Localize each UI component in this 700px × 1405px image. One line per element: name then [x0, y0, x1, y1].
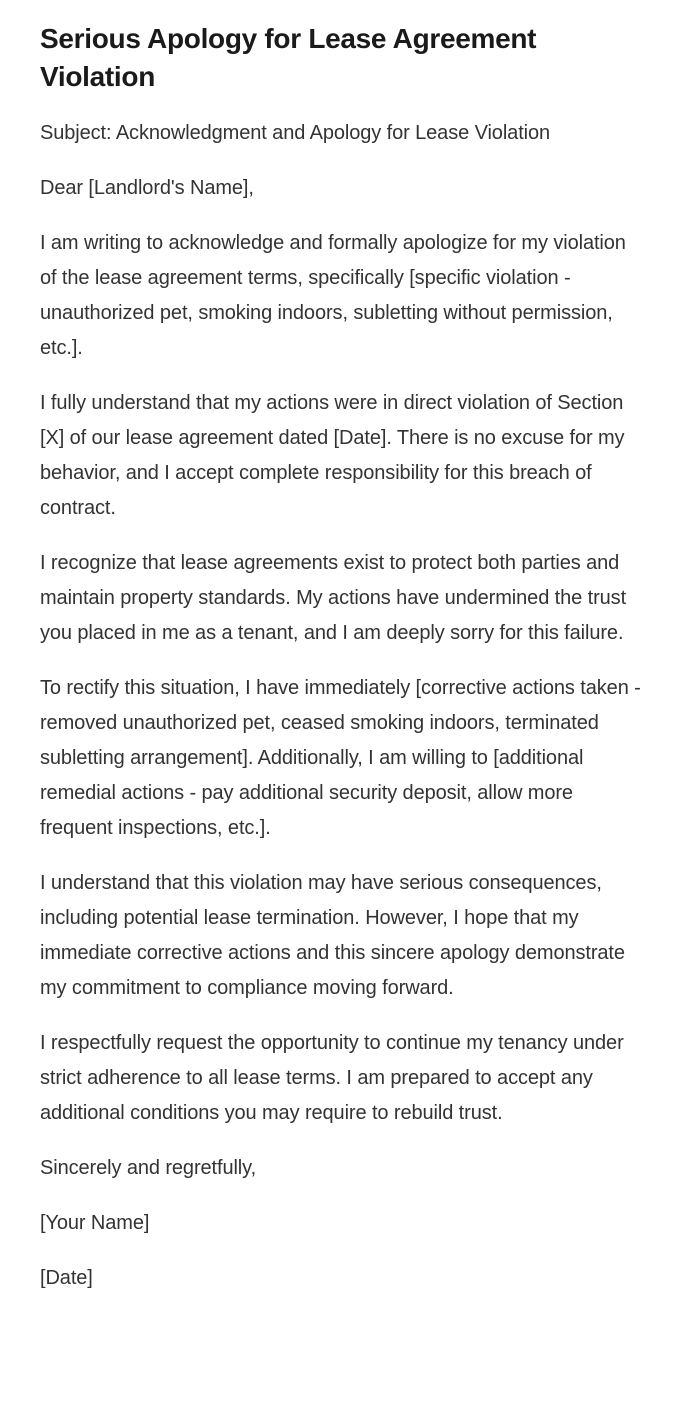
body-paragraph-1: I am writing to acknowledge and formally apologize for my violation of the lease agreement terms, specifically [specific violation - unauthorized pet, smoking indoors, subletting without permission, etc.].	[40, 232, 626, 359]
signature-placeholder: [Your Name]	[40, 1212, 150, 1234]
body-paragraph-6: I respectfully request the opportunity to continue my tenancy under strict adherence to all lease terms. I am prepared to accept any additional conditions you may require to rebuild trust.	[40, 1032, 624, 1124]
body-paragraph-3: I recognize that lease agreements exist to protect both parties and maintain property standards. My actions have undermined the trust you placed in me as a tenant, and I am deeply sorry for this failure.	[40, 552, 627, 644]
body-paragraph-2: I fully understand that my actions were in direct violation of Section [X] of our lease agreement dated [Date]. There is no excuse for my behavior, and I accept complete responsibility for this breach of contract.	[40, 392, 625, 519]
salutation: Dear [Landlord's Name],	[40, 177, 254, 199]
date-placeholder: [Date]	[40, 1267, 93, 1289]
closing-line: Sincerely and regretfully,	[40, 1157, 257, 1179]
subject-line: Subject: Acknowledgment and Apology for Lease Violation	[40, 122, 551, 144]
body-paragraph-4: To rectify this situation, I have immediately [corrective actions taken - removed unauthorized pet, ceased smoking indoors, terminated subletting arrangement]. Additionally, I am willing to [additional remedial actions - pay additional security deposit, allow more frequent inspections, etc.].	[40, 677, 641, 839]
body-paragraph-5: I understand that this violation may have serious consequences, including potential lease termination. However, I hope that my immediate corrective actions and this sincere apology demonstrate my commitment to compliance moving forward.	[40, 872, 625, 999]
page-title: Serious Apology for Lease Agreement Violation	[40, 23, 537, 92]
